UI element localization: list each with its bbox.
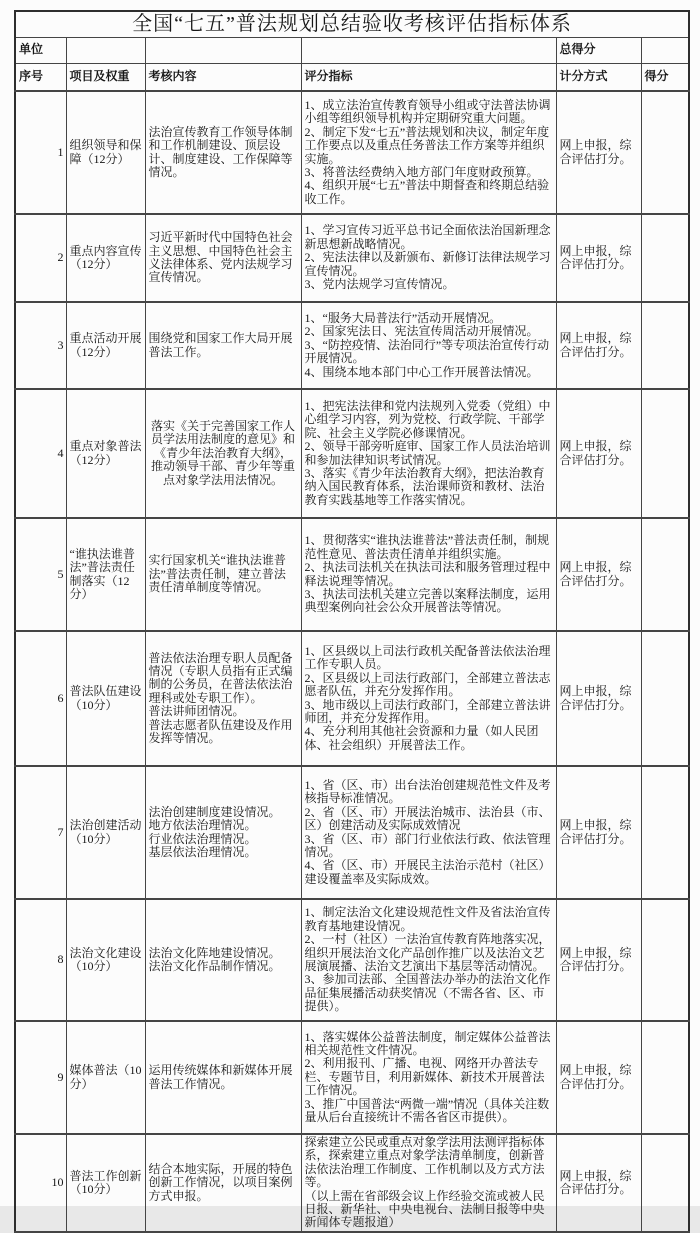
- table-row: [15, 899, 689, 1021]
- col-header-score: 得分: [641, 63, 689, 91]
- row-project: 媒体普法（10分）: [66, 1021, 145, 1134]
- row-indicators: 探索建立公民或重点对象学法用法测评指标体系，探索建立重点对象学法清单制度，创新普法依法治理工作制度、工作机制以及方式方法等。 （以上需在省部级会议上作经验交流或被人民日报、新华社、中央电视台、法制日报等中央新闻体专题报道）: [301, 1134, 556, 1232]
- row-score-cell: [641, 389, 689, 518]
- row-indicators: 1、制定法治文化建设规范性文件及省法治宣传教育基地建设情况。 2、一村（社区）一法治宣传教育阵地落实况，组织开展法治文化产品创作推广以及法治文艺展演展播、法治文艺演出下基层等活动情况。 3、参加司法部、全国普法办举办的法治文化作品征集展播活动获奖情况（不需各省、区、市提供）。: [301, 899, 556, 1021]
- row-seq: 3: [15, 302, 66, 389]
- row-content: 运用传统媒体和新媒体开展普法工作情况。: [145, 1021, 301, 1134]
- table-row: [15, 1134, 689, 1232]
- row-content: 法治宣传教育工作领导体制和工作机制建设、顶层设计、制度建设、工作保障等情况。: [145, 91, 301, 214]
- unit-value-cell: [66, 37, 145, 63]
- row-content: 法治文化阵地建设情况。 法治文化作品制作情况。: [145, 899, 301, 1021]
- row-project: 法治文化建设（10分）: [66, 899, 145, 1021]
- table-row: [15, 518, 689, 631]
- row-content: 实行国家机关“谁执法谁普法”普法责任制，建立普法责任清单制度等情况。: [145, 518, 301, 631]
- row-seq: 6: [15, 631, 66, 766]
- table-row: [15, 91, 689, 214]
- row-content: 习近平新时代中国特色社会主义思想、中国特色社会主义法律体系、党内法规学习宣传情况。: [145, 214, 301, 302]
- row-content: 法治创建制度建设情况。 地方依法治理情况。 行业依法治理情况。 基层依法治理情况。: [145, 766, 301, 899]
- row-score-cell: [641, 899, 689, 1021]
- row-indicators: 1、区县级以上司法行政机关配备普法依法治理工作专职人员。 2、区县级以上司法行政部门，全部建立普法志愿者队伍，并充分发挥作用。 3、地市级以上司法行政部门，全部建立普法讲师团，并充分发挥作用。 4、充分利用其他社会资源和力量（如人民团体、社会组织）开展普法工作。: [301, 631, 556, 766]
- row-scoring: 网上申报，综合评估打分。: [556, 214, 641, 302]
- row-content: 落实《关于完善国家工作人员学法用法制度的意见》和《青少年法治教育大纲》，推动领导干部、青少年等重点对象学法用法情况。: [145, 389, 301, 518]
- row-seq: 1: [15, 91, 66, 214]
- row-seq: 4: [15, 389, 66, 518]
- column-header-row: [15, 63, 689, 91]
- table-row: [15, 389, 689, 518]
- col-header-project: 项目及权重: [66, 63, 145, 91]
- row-project: 组织领导和保障（12分）: [66, 91, 145, 214]
- row-score-cell: [641, 214, 689, 302]
- row-project: 重点对象普法（12分）: [66, 389, 145, 518]
- table-row: [15, 302, 689, 389]
- row-content: 结合本地实际，开展的特色创新工作情况，以项目案例方式申报。: [145, 1134, 301, 1232]
- row-content: 普法依法治理专职人员配备情况（专职人员指有正式编制的公务员，在普法依法治理科或处专职工作）。 普法讲师团情况。 普法志愿者队伍建设及作用发挥等情况。: [145, 631, 301, 766]
- col-header-scoring: 计分方式: [556, 63, 641, 91]
- row-score-cell: [641, 766, 689, 899]
- unit-row: [15, 37, 689, 63]
- row-scoring: 网上申报，综合评估打分。: [556, 899, 641, 1021]
- row-score-cell: [641, 518, 689, 631]
- row-score-cell: [641, 631, 689, 766]
- row-project: 普法队伍建设（10分）: [66, 631, 145, 766]
- row-indicators: 1、“服务大局普法行”活动开展情况。 2、国家宪法日、宪法宣传周活动开展情况。 3、“防控疫情、法治同行”等专项法治宣传行动开展情况。 4、围绕本地本部门中心工作开展普法情况。: [301, 302, 556, 389]
- row-seq: 10: [15, 1134, 66, 1232]
- unit-label: 单位: [15, 37, 66, 63]
- row-seq: 5: [15, 518, 66, 631]
- row-project: “谁执法谁普法”普法责任制落实（12分）: [66, 518, 145, 631]
- row-scoring: 网上申报，综合评估打分。: [556, 766, 641, 899]
- total-score-value-cell: [641, 37, 689, 63]
- table-row: [15, 214, 689, 302]
- row-content: 围绕党和国家工作大局开展普法工作。: [145, 302, 301, 389]
- row-indicators: 1、省（区、市）出台法治创建规范性文件及考核指导标准情况。 2、省（区、市）开展法治城市、法治县（市、区）创建活动及实际成效情况 3、省（区、市）部门行业依法行政、依法管理情况。 4、省（区、市）开展民主法治示范村（社区）建设覆盖率及实际成效。: [301, 766, 556, 899]
- empty-cell: [301, 37, 556, 63]
- empty-cell: [145, 37, 301, 63]
- col-header-content: 考核内容: [145, 63, 301, 91]
- row-indicators: 1、把宪法法律和党内法规列入党委（党组）中心组学习内容，列为党校、行政学院、干部学院、社会主义学院必修课情况。 2、领导干部旁听庭审、国家工作人员法治培训和参加法律知识考试情况。 3、落实《青少年法治教育大纲》，把法治教育纳入国民教育体系，法治课师资和教材、法治教育实践基地等工作落实情况。: [301, 389, 556, 518]
- row-scoring: 网上申报，综合评估打分。: [556, 1134, 641, 1232]
- row-scoring: 网上申报，综合评估打分。: [556, 518, 641, 631]
- row-indicators: 1、落实媒体公益普法制度，制定媒体公益普法相关规范性文件情况。 2、利用报刊、广播、电视、网络开办普法专栏、专题节目，利用新媒体、新技术开展普法工作情况。 3、推广中国普法“两微一端”情况（具体关注数量从后台直接统计不需各省区市提供）。: [301, 1021, 556, 1134]
- total-score-label: 总得分: [556, 37, 641, 63]
- col-header-indicators: 评分指标: [301, 63, 556, 91]
- row-scoring: 网上申报，综合评估打分。: [556, 631, 641, 766]
- row-indicators: 1、成立法治宣传教育领导小组或守法普法协调小组等组织领导机构并定期研究重大问题。 2、制定下发“七五”普法规划和决议，制定年度工作要点以及重点任务普法工作方案等并组织实施。 3、将普法经费纳入地方部门年度财政预算。 4、组织开展“七五”普法中期督查和终期总结验收工作。: [301, 91, 556, 214]
- row-score-cell: [641, 1021, 689, 1134]
- table-row: [15, 631, 689, 766]
- row-project: 重点活动开展（12分）: [66, 302, 145, 389]
- row-scoring: 网上申报，综合评估打分。: [556, 1021, 641, 1134]
- row-scoring: 网上申报，综合评估打分。: [556, 302, 641, 389]
- row-seq: 7: [15, 766, 66, 899]
- row-scoring: 网上申报，综合评估打分。: [556, 389, 641, 518]
- col-header-seq: 序号: [15, 63, 66, 91]
- row-project: 法治创建活动（10分）: [66, 766, 145, 899]
- table-title: 全国“七五”普法规划总结验收考核评估指标体系: [15, 11, 689, 37]
- table-row: [15, 1021, 689, 1134]
- row-score-cell: [641, 302, 689, 389]
- row-seq: 2: [15, 214, 66, 302]
- row-score-cell: [641, 91, 689, 214]
- row-scoring: 网上申报，综合评估打分。: [556, 91, 641, 214]
- evaluation-index-table: [14, 10, 690, 1233]
- row-indicators: 1、学习宣传习近平总书记全面依法治国新理念新思想新战略情况。 2、宪法法律以及新颁布、新修订法律法规学习宣传情况。 3、党内法规学习宣传情况。: [301, 214, 556, 302]
- row-indicators: 1、贯彻落实“谁执法谁普法”普法责任制，制规范性意见、普法责任清单并组织实施。 2、执法司法机关在执法司法和服务管理过程中释法说理等情况。 3、执法司法机关建立完善以案释法制度，运用典型案例向社会公众开展普法等情况。: [301, 518, 556, 631]
- row-score-cell: [641, 1134, 689, 1232]
- table-row: [15, 766, 689, 899]
- row-seq: 8: [15, 899, 66, 1021]
- title-row: [15, 11, 689, 37]
- row-project: 普法工作创新（10分）: [66, 1134, 145, 1232]
- row-project: 重点内容宣传（12分）: [66, 214, 145, 302]
- row-seq: 9: [15, 1021, 66, 1134]
